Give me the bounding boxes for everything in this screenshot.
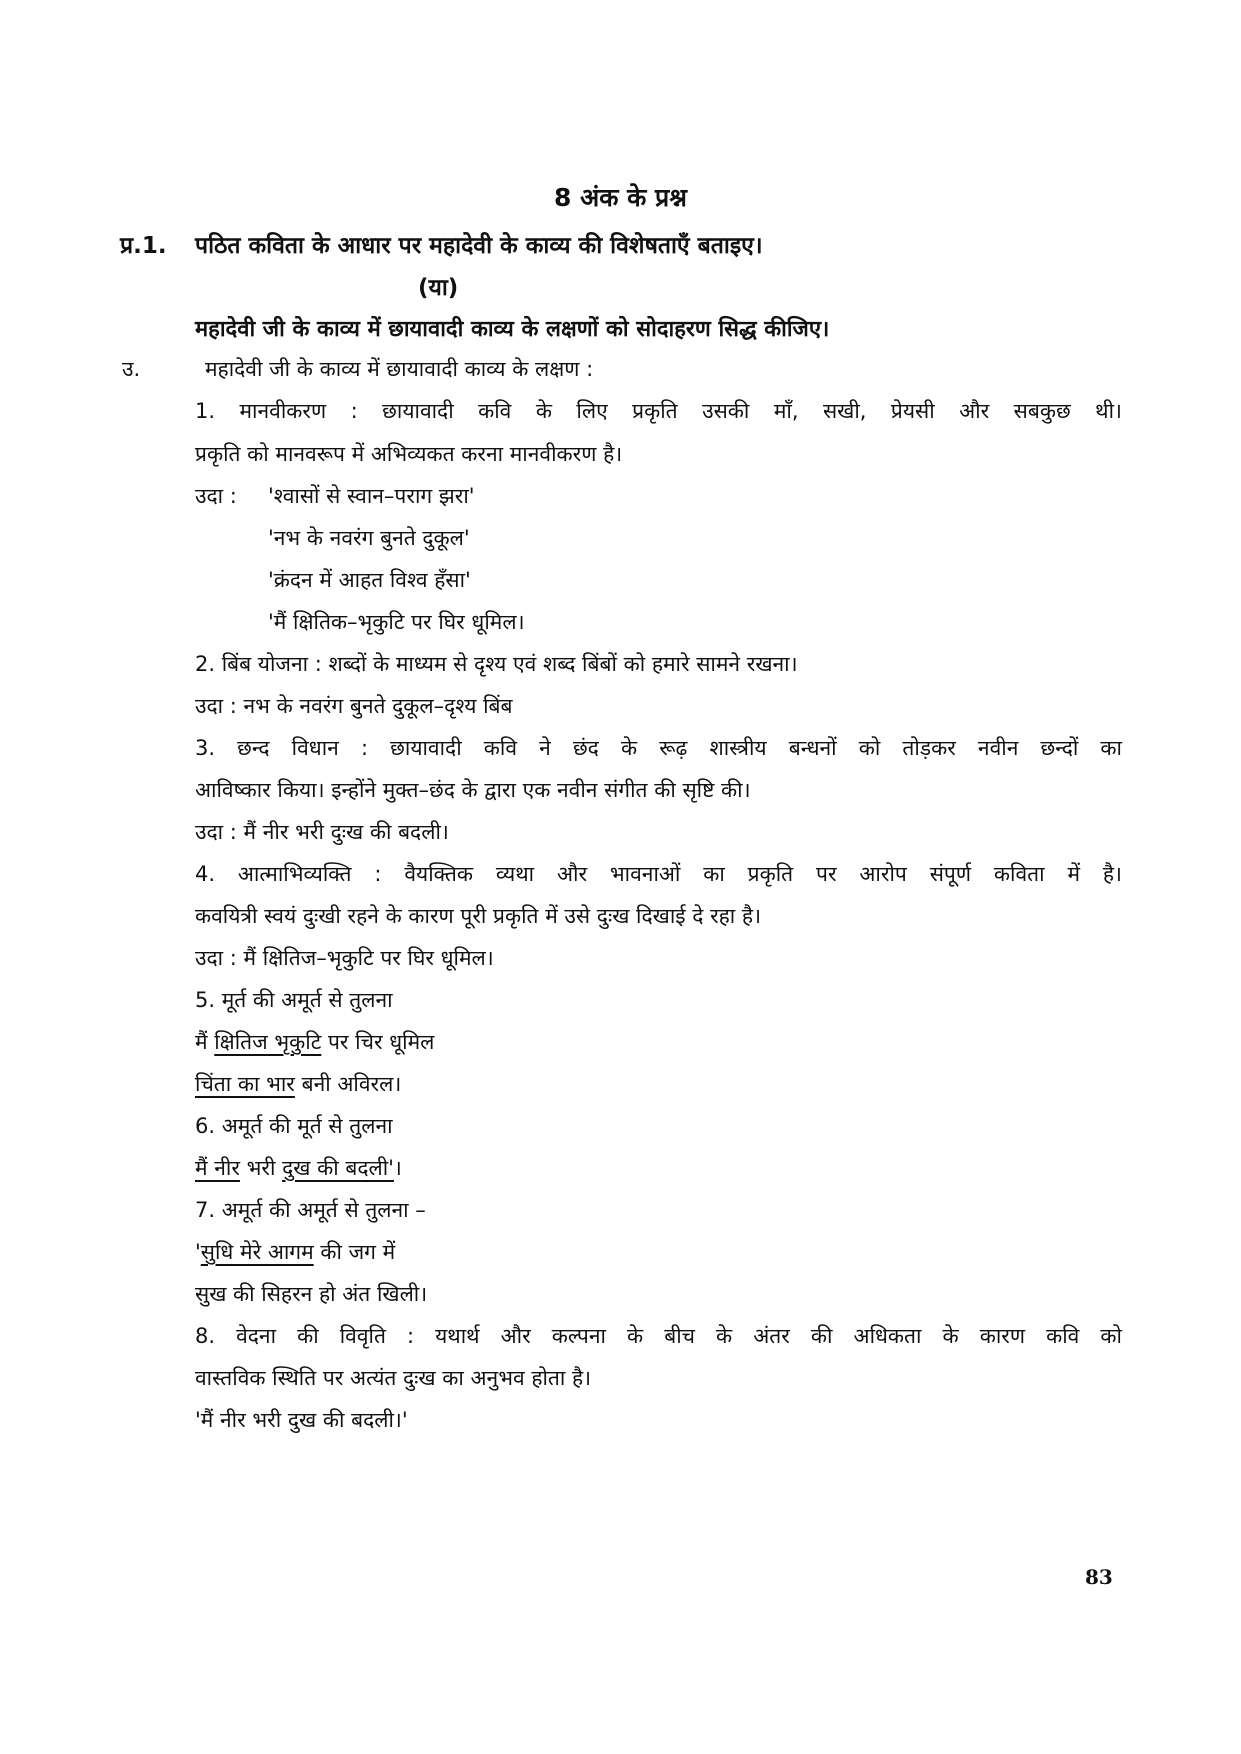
underlined-phrase: मैं नीर [195,1156,240,1180]
point-3-line-2: आविष्कार किया। इन्होंने मुक्त–छंद के द्वारा एक नवीन संगीत की सृष्टि की। [195,778,751,802]
verse-text: मैं [195,1030,215,1054]
page-number: 83 [1085,1565,1113,1589]
point-6-title: 6. अमूर्त की मूर्त से तुलना [195,1114,393,1138]
point-8-line-2: वास्तविक स्थिति पर अत्यंत दुःख का अनुभव होता है। [195,1366,592,1390]
point-2-line-1: 2. बिंब योजना : शब्दों के माध्यम से दृश्य एवं शब्द बिंबों को हमारे सामने रखना। [195,652,798,676]
point-1-line-1: 1. मानवीकरण : छायावादी कवि के लिए प्रकृति उसकी माँ, सखी, प्रेयसी और सबकुछ थी। [195,399,1122,423]
verse-text: की जग में [313,1240,396,1264]
point-8-example: 'मैं नीर भरी दुख की बदली।' [195,1408,408,1432]
verse-text: पर चिर धूमिल [321,1030,435,1054]
point-7-title: 7. अमूर्त की अमूर्त से तुलना – [195,1198,426,1222]
point-4-line-2: कवयित्री स्वयं दुःखी रहने के कारण पूरी प्रकृति में उसे दुःख दिखाई दे रहा है। [195,904,762,928]
verse-text: भरी [239,1156,283,1180]
underlined-phrase: दुख की बदली' [282,1156,394,1180]
point-3-line-1: 3. छन्द विधान : छायावादी कवि ने छंद के रूढ़ शास्त्रीय बन्धनों को तोड़कर नवीन छन्दों का [195,736,1122,760]
example-line: 'मैं क्षितिक–भृकुटि पर घिर धूमिल। [268,610,525,634]
underlined-phrase: क्षितिज भृकुटि [214,1030,322,1054]
example-label: उदा : [195,484,237,508]
example-line: 'नभ के नवरंग बुनते दुकूल' [268,526,470,550]
answer-intro: महादेवी जी के काव्य में छायावादी काव्य के लक्षण : [205,357,594,381]
example-line: 'श्वासों से स्वान–पराग झरा' [268,484,475,508]
answer-label: उ. [122,357,141,381]
question-line-1: पठित कविता के आधार पर महादेवी के काव्य की विशेषताएँ बताइए। [195,233,763,259]
point-2-example: उदा : नभ के नवरंग बुनते दुकूल–दृश्य बिंब [195,694,513,718]
point-1-line-2: प्रकृति को मानवरूप में अभिव्यकत करना मानवीकरण है। [195,442,623,466]
question-or: (या) [418,275,459,301]
point-8-line-1: 8. वेदना की विवृति : यथार्थ और कल्पना के बीच के अंतर की अधिकता के कारण कवि को [195,1324,1122,1348]
point-5-title: 5. मूर्त की अमूर्त से तुलना [195,988,393,1012]
point-7-verse-2: सुख की सिहरन हो अंत खिली। [195,1282,428,1306]
question-line-2: महादेवी जी के काव्य में छायावादी काव्य के लक्षणों को सोदाहरण सिद्ध कीजिए। [195,317,830,342]
section-heading: 8 अंक के प्रश्न [554,183,687,212]
example-line: 'क्रंदन में आहत विश्व हँसा' [268,568,471,592]
underlined-phrase: चिंता का भार [195,1072,295,1096]
question-number: प्र.1. [120,233,167,259]
point-3-example: उदा : मैं नीर भरी दुःख की बदली। [195,820,449,844]
verse-text: बनी अविरल। [294,1072,402,1096]
point-4-line-1: 4. आत्माभिव्यक्ति : वैयक्तिक व्यथा और भावनाओं का प्रकृति पर आरोप संपूर्ण कविता में है। [195,862,1122,886]
point-4-example: उदा : मैं क्षितिज–भृकुटि पर घिर धूमिल। [195,946,494,970]
point-5-verse-2 [195,1070,401,1098]
point-7-verse-1 [195,1238,395,1266]
point-6-verse [195,1154,402,1182]
underlined-phrase: सुधि मेरे आगम [200,1240,314,1264]
verse-text: । [393,1156,402,1180]
verse-text: ' [195,1240,201,1264]
point-5-verse-1 [195,1028,434,1056]
